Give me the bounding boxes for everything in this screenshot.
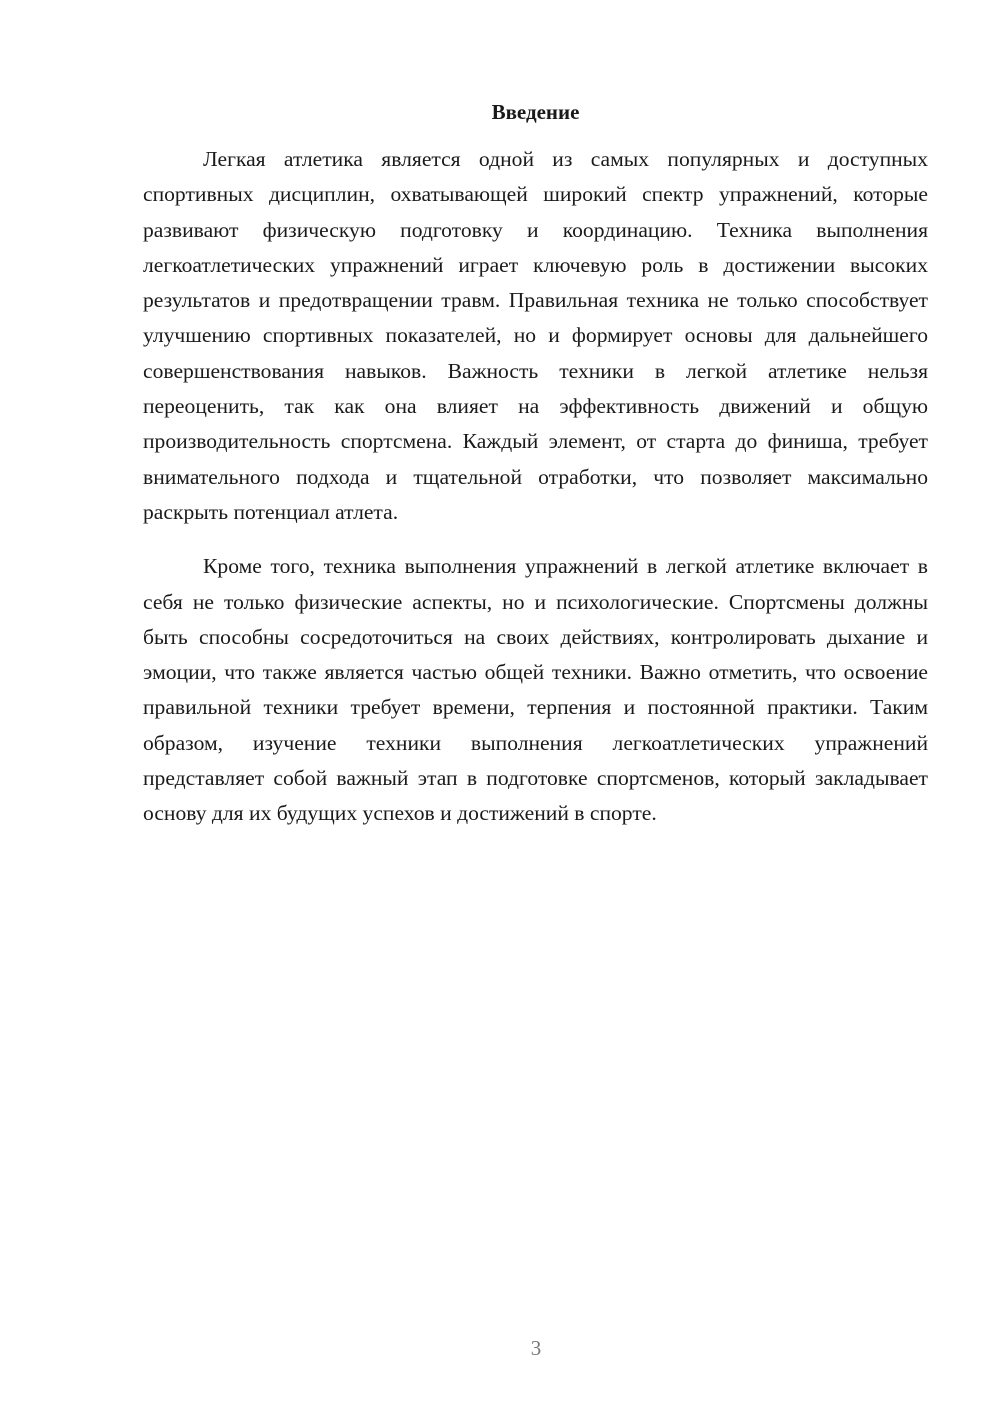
- paragraph-second: Кроме того, техника выполнения упражнений в легкой атлетике включает в себя не только физические аспекты, но и психологические. Спортсмены должны быть способны сосредоточиться на своих действиях, контролировать дыхание и эмоции, что также является частью общей техники. Важно отметить, что освоение правильной техники требует времени, терпения и постоянной практики. Таким образом, изучение техники выполнения легкоатлетических упражнений представляет собой важный этап в подготовке спортсменов, который закладывает основу для их будущих успехов и достижений в спорте.: [143, 554, 928, 826]
- page-number: 3: [530, 1336, 542, 1360]
- body-text: [143, 142, 928, 832]
- section-heading: Введение: [491, 100, 580, 124]
- paragraph-intro: Легкая атлетика является одной из самых популярных и доступных спортивных дисциплин, охватывающей широкий спектр упражнений, которые развивают физическую подготовку и координацию. Техника выполнения легкоатлетических упражнений играет ключевую роль в достижении высоких результатов и предотвращении травм. Правильная техника не только способствует улучшению спортивных показателей, но и формирует основы для дальнейшего совершенствования навыков. Важность техники в легкой атлетике нельзя переоценить, так как она влияет на эффективность движений и общую производительность спортсмена. Каждый элемент, от старта до финиша, требует внимательного подхода и тщательной отработки, что позволяет максимально раскрыть потенциал атлета.: [143, 147, 928, 524]
